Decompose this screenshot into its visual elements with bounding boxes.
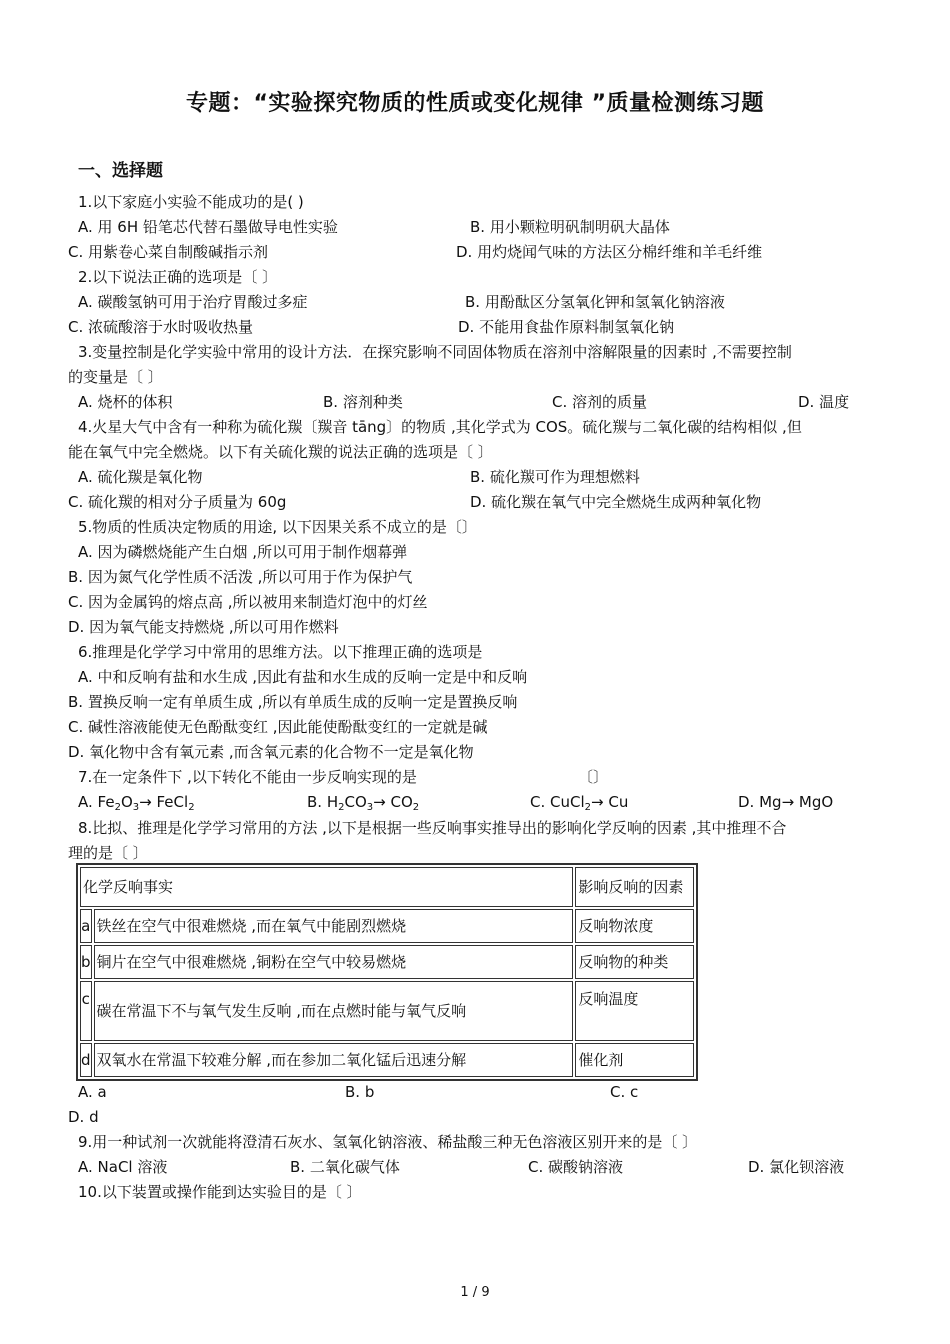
q9-option-b: B. 二氧化碳气体: [290, 1158, 400, 1176]
q2-option-a: A. 碳酸氢钠可用于治疗胃酸过多症: [78, 293, 308, 311]
reaction-factor-table: [76, 863, 698, 1081]
q8-option-c: C. c: [610, 1083, 639, 1101]
q3-option-a: A. 烧杯的体积: [78, 393, 173, 411]
question-4-stem-cont: 能在氧气中完全燃烧。以下有关硫化羰的说法正确的选项是〔 〕: [68, 443, 493, 461]
row-fact: 双氧水在常温下较难分解 ,而在参加二氧化锰后迅速分解: [94, 1043, 574, 1077]
q3-option-c: C. 溶剂的质量: [552, 393, 648, 411]
q1-option-d: D. 用灼烧闻气味的方法区分棉纤维和羊毛纤维: [456, 243, 763, 261]
page-title: 专题：“实验探究物质的性质或变化规律 ”质量检测练习题: [185, 91, 765, 116]
question-5-stem: 5.物质的性质决定物质的用途, 以下因果关系不成立的是〔〕: [78, 518, 477, 536]
row-factor: 催化剂: [575, 1043, 694, 1077]
question-9-stem: 9.用一种试剂一次就能将澄清石灰水、氢氧化钠溶液、稀盐酸三种无色溶液区别开来的是〔 〕: [78, 1133, 698, 1151]
question-4-stem: 4.火星大气中含有一种称为硫化羰〔羰音 tāng〕的物质 ,其化学式为 COS。硫化羰与二氧化碳的结构相似 ,但: [78, 418, 802, 436]
row-label: b: [80, 945, 92, 979]
row-factor: 反响温度: [575, 981, 694, 1041]
q5-option-b: B. 因为氮气化学性质不活泼 ,所以可用于作为保护气: [68, 568, 413, 586]
q6-option-d: D. 氧化物中含有氧元素 ,而含氧元素的化合物不一定是氧化物: [68, 743, 474, 761]
q4-option-a: A. 硫化羰是氧化物: [78, 468, 203, 486]
table-header-factor: 影响反响的因素: [575, 867, 694, 907]
question-3-stem: 3.变量控制是化学实验中常用的设计方法．在探究影响不同固体物质在溶剂中溶解限量的因素时 ,不需要控制: [78, 343, 792, 361]
row-fact: 铁丝在空气中很难燃烧 ,而在氧气中能剧烈燃烧: [94, 909, 574, 943]
table-header-fact: 化学反响事实: [80, 867, 573, 907]
q9-option-a: A. NaCl 溶液: [78, 1158, 168, 1176]
row-label: d: [80, 1043, 92, 1077]
question-8-stem-cont: 理的是〔 〕: [68, 844, 148, 862]
row-label: c: [80, 981, 92, 1041]
question-1-stem: 1.以下家庭小实验不能成功的是( ): [78, 193, 304, 211]
q2-option-d: D. 不能用食盐作原料制氢氧化钠: [458, 318, 675, 336]
row-factor: 反响物浓度: [575, 909, 694, 943]
q1-option-c: C. 用紫卷心菜自制酸碱指示剂: [68, 243, 269, 261]
question-6-stem: 6.推理是化学学习中常用的思维方法。以下推理正确的选项是: [78, 643, 483, 661]
q1-option-a: A. 用 6H 铅笔芯代替石墨做导电性实验: [78, 218, 338, 236]
section-heading: 一、选择题: [78, 161, 163, 181]
table-row: [80, 981, 694, 1041]
table-header-row: [80, 867, 694, 907]
q8-option-d: D. d: [68, 1108, 99, 1126]
q5-option-a: A. 因为磷燃烧能产生白烟 ,所以可用于制作烟幕弹: [78, 543, 408, 561]
table-row: [80, 909, 694, 943]
q5-option-c: C. 因为金属钨的熔点高 ,所以被用来制造灯泡中的灯丝: [68, 593, 428, 611]
question-3-stem-cont: 的变量是〔 〕: [68, 368, 163, 386]
q9-option-d: D. 氯化钡溶液: [748, 1158, 845, 1176]
row-label: a: [80, 909, 92, 943]
q2-option-b: B. 用酚酞区分氢氧化钾和氢氧化钠溶液: [465, 293, 725, 311]
q7-option-c: C. CuCl$_2$→ Cu: [530, 793, 629, 813]
question-10-stem: 10.以下装置或操作能到达实验目的是〔 〕: [78, 1183, 362, 1201]
q7-answer-bracket: 〔〕: [578, 768, 609, 786]
q7-option-a: A. $Fe_2O_3\to$ FeCl$_2$: [78, 793, 195, 813]
q3-option-b: B. 溶剂种类: [323, 393, 403, 411]
question-7-stem: 7.在一定条件下 ,以下转化不能由一步反响实现的是: [78, 768, 417, 786]
question-8-stem: 8.比拟、推理是化学学习常用的方法 ,以下是根据一些反响事实推导出的影响化学反响的因素 ,其中推理不合: [78, 819, 787, 837]
table-row: [80, 945, 694, 979]
q7-option-d: D. Mg→ MgO: [738, 793, 834, 811]
row-fact: 碳在常温下不与氧气发生反响 ,而在点燃时能与氧气反响: [94, 981, 574, 1041]
q3-option-d: D. 温度: [798, 393, 850, 411]
q2-option-c: C. 浓硫酸溶于水时吸收热量: [68, 318, 254, 336]
page-number: 1 / 9: [460, 1285, 490, 1300]
q6-option-c: C. 碱性溶液能使无色酚酞变红 ,因此能使酚酞变红的一定就是碱: [68, 718, 488, 736]
row-factor: 反响物的种类: [575, 945, 694, 979]
q4-option-b: B. 硫化羰可作为理想燃料: [470, 468, 640, 486]
question-2-stem: 2.以下说法正确的选项是〔 〕: [78, 268, 278, 286]
q7-option-b: B. $H_2CO_3\to CO_2$: [307, 793, 420, 813]
q8-option-b: B. b: [345, 1083, 375, 1101]
row-fact: 铜片在空气中很难燃烧 ,铜粉在空气中较易燃烧: [94, 945, 574, 979]
q9-option-c: C. 碳酸钠溶液: [528, 1158, 624, 1176]
q8-option-a: A. a: [78, 1083, 107, 1101]
q1-option-b: B. 用小颗粒明矾制明矾大晶体: [470, 218, 670, 236]
table-row: [80, 1043, 694, 1077]
q5-option-d: D. 因为氧气能支持燃烧 ,所以可用作燃料: [68, 618, 339, 636]
q6-option-b: B. 置换反响一定有单质生成 ,所以有单质生成的反响一定是置换反响: [68, 693, 518, 711]
q6-option-a: A. 中和反响有盐和水生成 ,因此有盐和水生成的反响一定是中和反响: [78, 668, 528, 686]
q4-option-c: C. 硫化羰的相对分子质量为 60g: [68, 493, 287, 511]
q4-option-d: D. 硫化羰在氧气中完全燃烧生成两种氧化物: [470, 493, 762, 511]
